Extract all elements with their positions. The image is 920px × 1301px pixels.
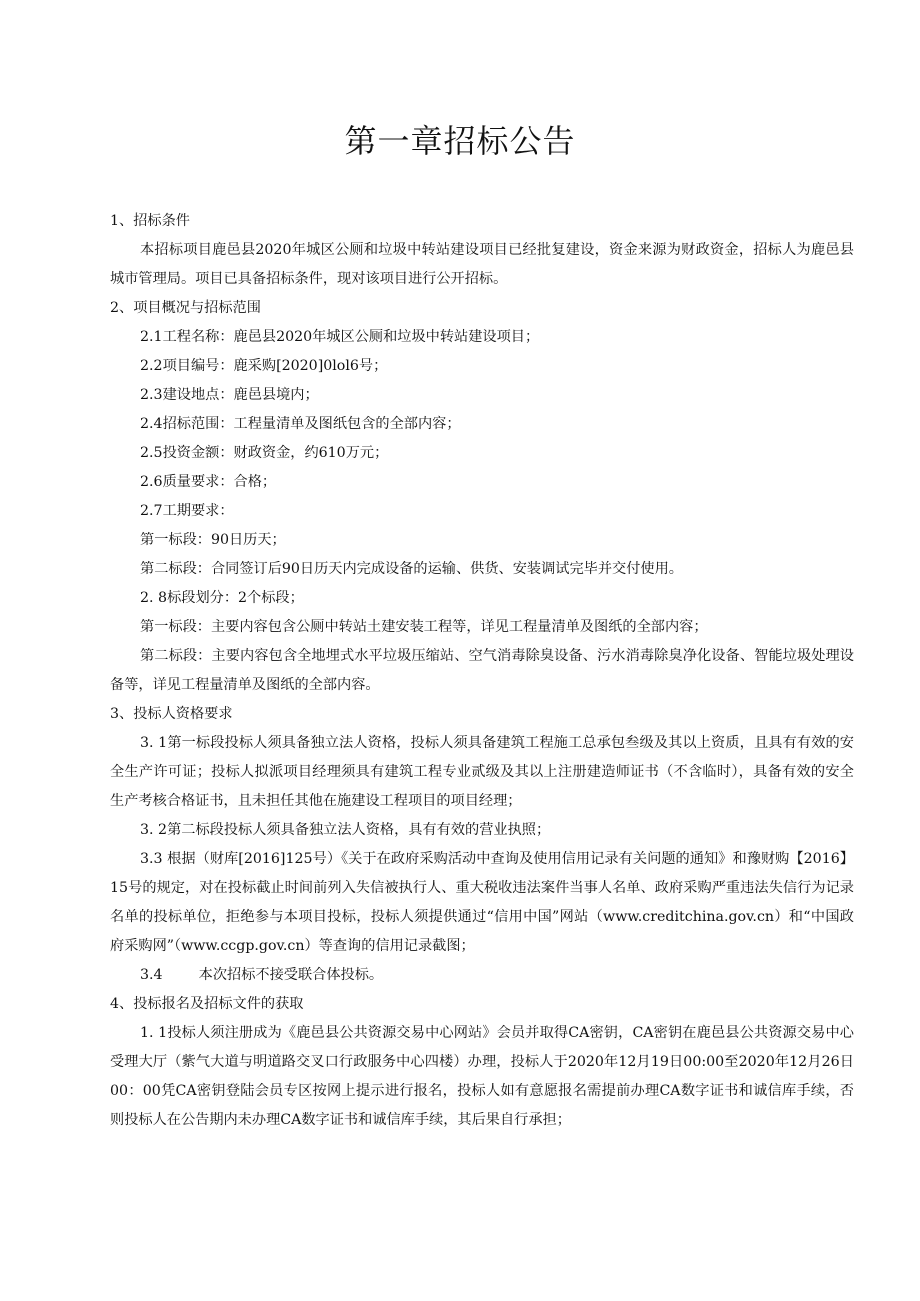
item-2-8: 2. 8标段划分：2个标段； — [140, 590, 304, 606]
item-lot-2-schedule: 第二标段：合同签订后90日历天内完成设备的运输、供货、安装调试完毕并交付使用。 — [140, 561, 683, 577]
item-2-2: 2.2项目编号：鹿采购[2020]0lol6号； — [140, 358, 388, 374]
paragraph: 本招标项目鹿邑县2020年城区公厕和垃圾中转站建设项目已经批复建设，资金来源为财政资金，招标人为鹿邑县城市管理局。项目已具备招标条件，现对该项目进行公开招标。 — [110, 242, 854, 287]
section-heading-3: 3、投标人资格要求 — [110, 706, 233, 722]
item-lot-2-scope: 第二标段：主要内容包含全地埋式水平垃圾压缩站、空气消毒除臭设备、污水消毒除臭净化设备、智能垃圾处理设备等，详见工程量清单及图纸的全部内容。 — [110, 648, 854, 693]
item-lot-1-schedule: 第一标段：90日历天； — [140, 532, 286, 548]
item-2-1: 2.1工程名称：鹿邑县2020年城区公厕和垃圾中转站建设项目； — [140, 329, 540, 345]
item-lot-1-scope: 第一标段：主要内容包含公厕中转站土建安装工程等，详见工程量清单及图纸的全部内容； — [140, 619, 708, 635]
item-2-6: 2.6质量要求：合格； — [140, 474, 277, 490]
item-3-1: 3. 1第一标段投标人须具备独立法人资格，投标人须具备建筑工程施工总承包叁级及其以上资质，且具有有效的安全生产许可证；投标人拟派项目经理须具有建筑工程专业贰级及其以上注册建造师证书（不含临时），具备有效的安全生产考核合格证书，且未担任其他在施建设工程项目的项目经理； — [110, 735, 854, 809]
item-3-4: 3.4 本次招标不接受联合体投标。 — [140, 967, 384, 983]
item-4-1: 1. 1投标人须注册成为《鹿邑县公共资源交易中心网站》会员并取得CA密钥，CA密钥在鹿邑县公共资源交易中心受理大厅（紫气大道与明道路交叉口行政服务中心四楼）办理，投标人于2020年12月19日00:00至2020年12月26日00：00凭CA密钥登陆会员专区按网上提示进行报名，投标人如有意愿报名需提前办理CA数字证书和诚信库手续，否则投标人在公告期内未办理CA数字证书和诚信库手续，其后果自行承担； — [110, 1025, 854, 1128]
item-2-5: 2.5投资金额：财政资金，约610万元； — [140, 445, 389, 461]
section-heading-4: 4、投标报名及招标文件的获取 — [110, 996, 304, 1012]
item-3-2: 3. 2第二标段投标人须具备独立法人资格，具有有效的营业执照； — [140, 822, 551, 838]
item-3-3: 3.3 根据（财库[2016]125号）《关于在政府采购活动中查询及使用信用记录有关问题的通知》和豫财购【2016】15号的规定，对在投标截止时间前列入失信被执行人、重大税收违法案件当事人名单、政府采购严重违法失信行为记录名单的投标单位，拒绝参与本项目投标，投标人须提供通过“信用中国”网站（www.creditchina.gov.cn）和“中国政府采购网”（www.ccgp.gov.cn）等查询的信用记录截图； — [110, 851, 854, 954]
section-heading-2: 2、项目概况与招标范围 — [110, 300, 261, 316]
item-2-3: 2.3建设地点：鹿邑县境内； — [140, 387, 319, 403]
section-heading-1: 1、招标条件 — [110, 213, 190, 229]
item-2-7: 2.7工期要求： — [140, 503, 234, 519]
item-2-4: 2.4招标范围：工程量清单及图纸包含的全部内容； — [140, 416, 461, 432]
page-title: 第一章招标公告 — [344, 122, 576, 160]
document-body — [110, 207, 854, 1135]
